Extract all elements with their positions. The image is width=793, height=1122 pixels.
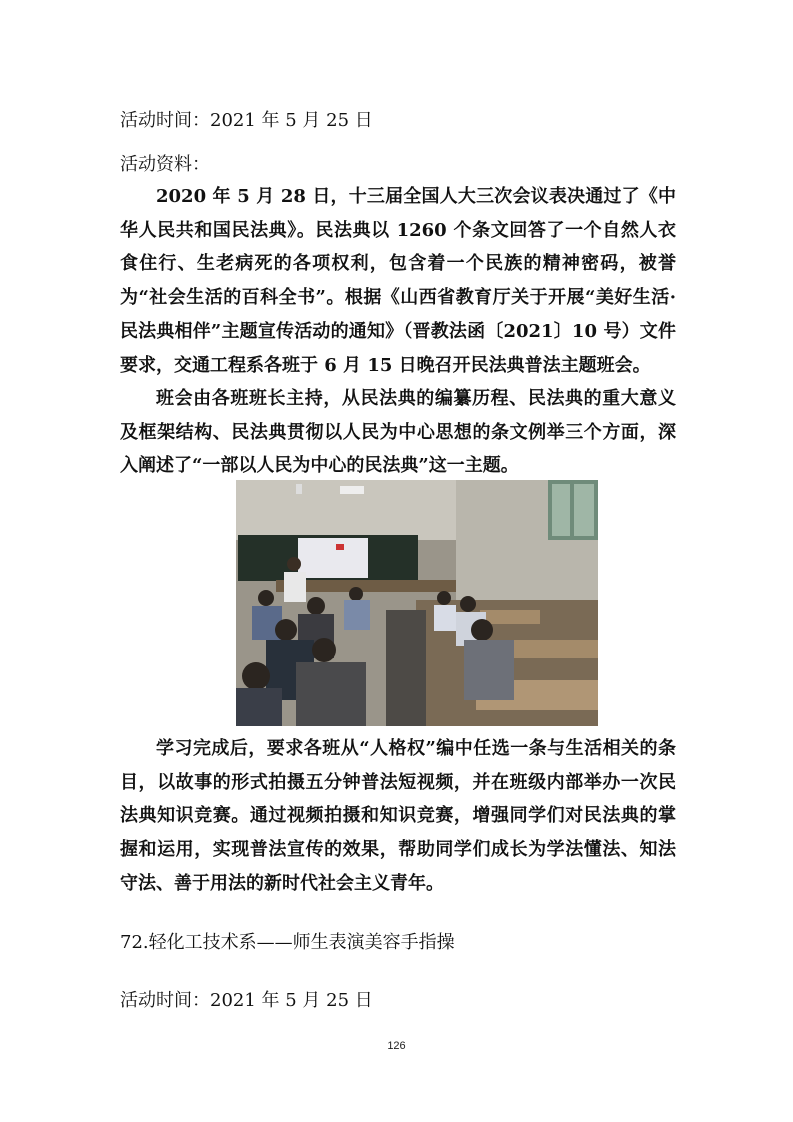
paragraph-followup: 学习完成后，要求各班从“人格权”编中任选一条与生活相关的条目，以故事的形式拍摄五分钟普法短视频，并在班级内部举办一次民法典知识竞赛。通过视频拍摄和知识竞赛，增强同学们对民法典的掌握和运用，实现普法宣传的效果，帮助同学们成长为学法懂法、知法守法、善于用法的新时代社会主义青年。 — [120, 738, 676, 894]
page-number: 126 — [387, 1040, 406, 1052]
classroom-photo-illustration — [236, 480, 598, 726]
paragraph-intro: 2020 年 5 月 28 日，十三届全国人大三次会议表决通过了《中华人民共和国民法典》。民法典以 1260 个条文回答了一个自然人衣食住行、生老病死的各项权利，包含着一个民族的精神密码，被誉为“社会生活的百科全书”。根据《山西省教育厅关于开展“美好生活·民法典相伴”主题宣传活动的通知》（晋教法函〔2021〕10 号）文件要求，交通工程系各班于 6 月 15 日晚召开民法典普法主题班会。 — [120, 186, 676, 376]
section-heading-72: 72.轻化工技术系——师生表演美容手指操 — [120, 932, 455, 953]
classroom-photo — [236, 480, 598, 726]
paragraph-meeting: 班会由各班班长主持，从民法典的编纂历程、民法典的重大意义及框架结构、民法典贯彻以人民为中心思想的条文例举三个方面，深入阐述了“一部以人民为中心的民法典”这一主题。 — [120, 388, 676, 477]
materials-label: 活动资料： — [120, 154, 210, 175]
activity-time: 活动时间：2021 年 5 月 25 日 — [120, 110, 373, 131]
section-72-activity-time: 活动时间：2021 年 5 月 25 日 — [120, 990, 373, 1011]
